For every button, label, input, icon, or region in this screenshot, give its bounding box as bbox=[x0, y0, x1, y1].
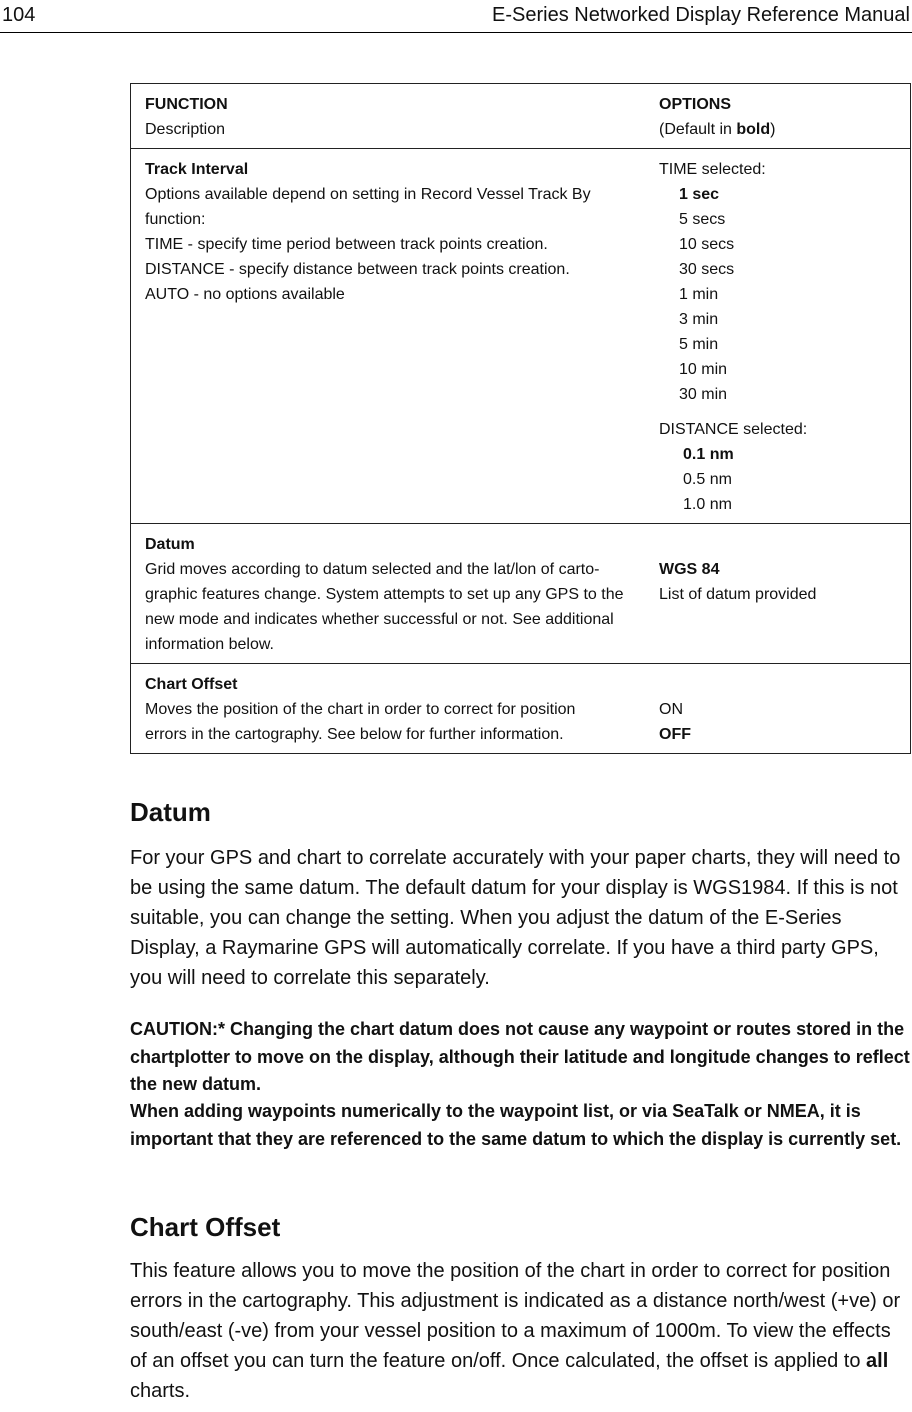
option-item: 30 secs bbox=[679, 261, 735, 278]
table-row bbox=[131, 149, 911, 524]
description-line: DISTANCE - specify distance between track points creation. bbox=[145, 261, 570, 278]
option-item: 0.5 nm bbox=[683, 471, 732, 488]
description-line: Moves the position of the chart in order to correct for position bbox=[145, 701, 576, 718]
default-option: OFF bbox=[659, 726, 691, 743]
option-item: ON bbox=[659, 701, 683, 718]
option-item: 10 secs bbox=[679, 236, 735, 253]
default-option: WGS 84 bbox=[659, 561, 720, 578]
chart-offset-heading: Chart Offset bbox=[130, 1212, 281, 1242]
table-header-row bbox=[131, 84, 911, 149]
default-note: (Default in bold) bbox=[659, 121, 776, 138]
description-line: TIME - specify time period between track points creation. bbox=[145, 236, 548, 253]
datum-paragraph: For your GPS and chart to correlate accurately with your paper charts, they will need to be using the same datum. The default datum for your display is WGS1984. If this is not suitable, you can change the setting. When you adjust the datum of the E-Series Display, a Raymarine GPS will automatically correlate. If you have a third party GPS, you will need to correlate this separately. bbox=[130, 847, 901, 989]
function-column-header: FUNCTION bbox=[145, 96, 228, 113]
table-row bbox=[131, 524, 911, 664]
default-option: 1 sec bbox=[679, 186, 720, 203]
chart-offset-paragraph: This feature allows you to move the position of the chart in order to correct for position errors in the cartography. This adjustment is indicated as a distance north/west (+ve) or south/east (-ve) from your vessel position to a maximum of 1000m. To view the effects of an offset you can turn the feature on/off. Once calculated, the offset is applied to all charts. bbox=[130, 1260, 901, 1402]
option-item: 5 min bbox=[679, 336, 719, 353]
description-line: new mode and indicates whether successful or not. See additional bbox=[145, 611, 614, 628]
manual-title: E-Series Networked Display Reference Manual bbox=[492, 4, 910, 26]
function-name: Track Interval bbox=[145, 161, 249, 178]
option-item: 5 secs bbox=[679, 211, 726, 228]
option-item: List of datum provided bbox=[659, 586, 817, 603]
options-column-header: OPTIONS bbox=[659, 96, 732, 113]
option-item: 1 min bbox=[679, 286, 719, 303]
page-header bbox=[0, 0, 912, 33]
option-item: 30 min bbox=[679, 386, 728, 403]
time-selected-label: TIME selected: bbox=[659, 161, 766, 178]
caution-text: CAUTION:* Changing the chart datum does not cause any waypoint or routes stored in the chartplotter to move on the display, although their latitude and longitude changes to reflect the new datum. bbox=[130, 1019, 910, 1094]
datum-heading: Datum bbox=[130, 797, 211, 827]
function-name: Datum bbox=[145, 536, 195, 553]
table-row bbox=[131, 664, 911, 754]
description-line: information below. bbox=[145, 636, 274, 653]
description-line: errors in the cartography. See below for further information. bbox=[145, 726, 564, 743]
description-line: AUTO - no options available bbox=[145, 286, 345, 303]
caution-text-continued: When adding waypoints numerically to the waypoint list, or via SeaTalk or NMEA, it is important that they are referenced to the same datum to which the display is currently set. bbox=[130, 1101, 902, 1149]
description-line: Options available depend on setting in Record Vessel Track By bbox=[145, 186, 591, 203]
page-number: 104 bbox=[2, 4, 36, 26]
description-line: function: bbox=[145, 211, 206, 228]
option-item: 3 min bbox=[679, 311, 719, 328]
option-item: 1.0 nm bbox=[683, 496, 732, 513]
option-item: 10 min bbox=[679, 361, 728, 378]
description-line: graphic features change. System attempts to set up any GPS to the bbox=[145, 586, 624, 603]
description-column-header: Description bbox=[145, 121, 226, 138]
function-name: Chart Offset bbox=[145, 676, 238, 693]
default-option: 0.1 nm bbox=[683, 446, 734, 463]
distance-selected-label: DISTANCE selected: bbox=[659, 421, 808, 438]
function-options-table bbox=[130, 83, 911, 754]
description-line: Grid moves according to datum selected and the lat/lon of carto- bbox=[145, 561, 600, 578]
